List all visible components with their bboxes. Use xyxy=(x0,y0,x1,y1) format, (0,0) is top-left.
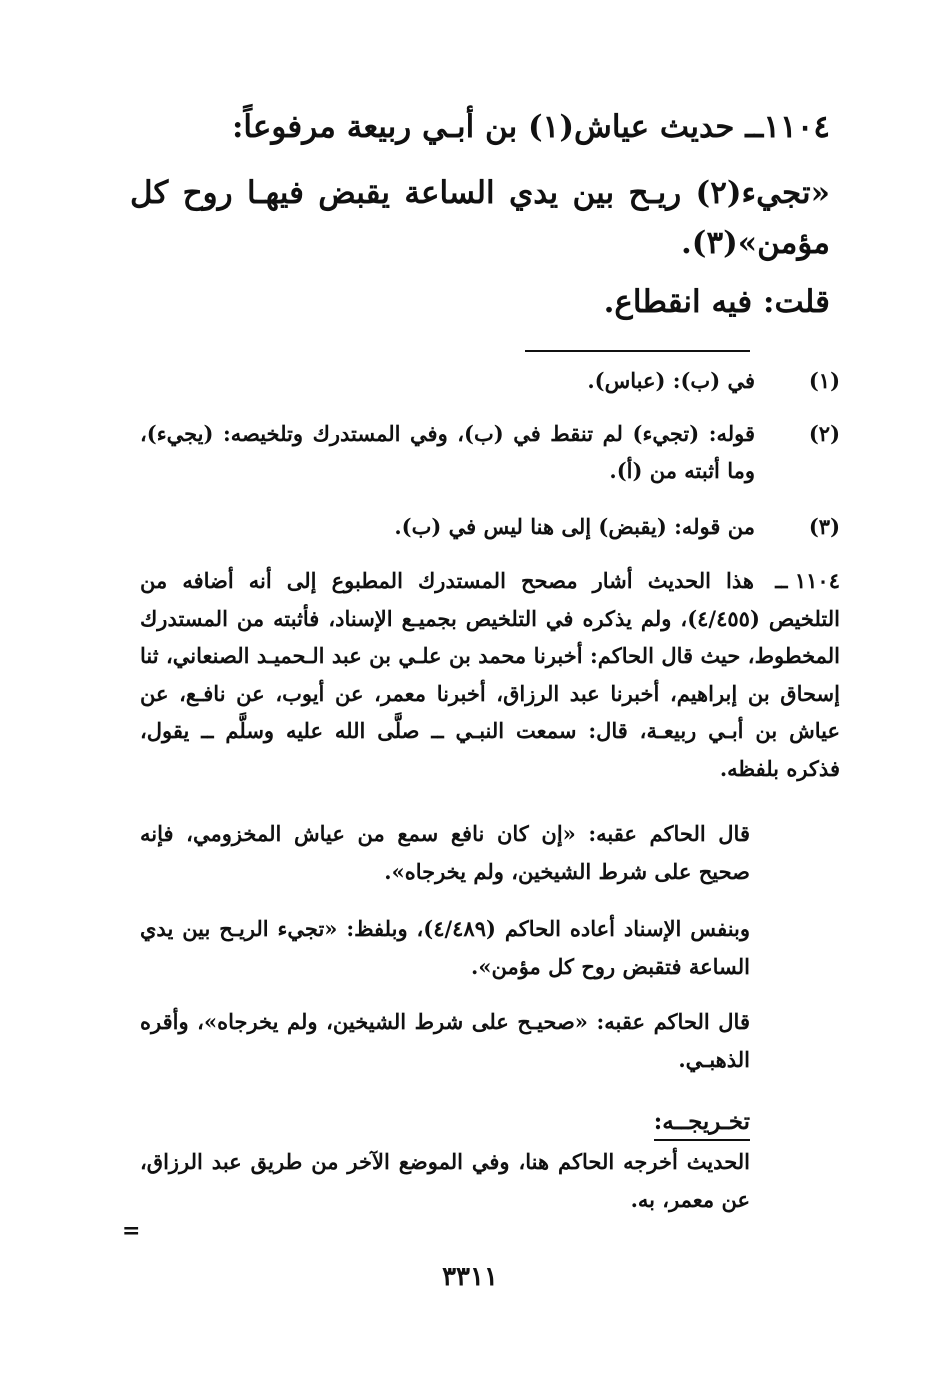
hadith-quote: «تجيء(٢) ريـح بين يدي الساعة يقبض فيهـا روح كل مؤمن»(٣). xyxy=(130,175,830,261)
commentary-paragraph: قال الحاكم عقبه: «إن كان نافع سمع من عياش المخزومي، فإنه صحيح على شرط الشيخين، ولم يخرجاه». xyxy=(140,821,750,884)
footnote-text: من قوله: (يقبض) إلى هنا ليس في (ب). xyxy=(394,514,755,539)
takhrij-text: الحديث أخرجه الحاكم هنا، وفي الموضع الآخر من طريق عبد الرزاق، عن معمر، به. xyxy=(140,1149,750,1212)
takhrij-heading: تخـريجــه: xyxy=(654,1105,750,1141)
footnote-3 xyxy=(140,508,840,545)
footnote-number: (١) xyxy=(808,368,840,393)
commentary-block xyxy=(140,562,840,787)
continuation-mark: = xyxy=(122,1218,141,1244)
commentary-number: ١١٠٤ ــ xyxy=(775,568,840,593)
footnote-text: في (ب): (عباس). xyxy=(587,368,755,393)
commentary-paragraph: وبنفس الإسناد أعاده الحاكم (٤/٤٨٩)، وبلفظ: «تجيء الريـح بين يدي الساعة فتقبض روح كل مؤمن». xyxy=(140,916,751,979)
commentary-paragraph: هذا الحديث أشار مصحح المستدرك المطبوع إلى أنه أضافه من التلخيص (٤/٤٥٥)، ولم يذكره في التلخيص بجميـع الإسناد، فأثبته من المستدرك المخطوط، حيث قال الحاكم: أخبرنا محمد بن علـي بن عبد الـحميـد الصنعاني، ثنا إسحاق بن إبراهيم، أخبرنا عبد الرزاق، أخبرنا معمر، عن أيوب، عن نافـع، عن عياش بن أبـي ربيعـة، قال: سمعت النبـي ــ صلَّى الله عليه وسلَّم ــ يقول، فذكره بلفظه. xyxy=(140,568,841,781)
footnote-text: قوله: (تجيء) لم تنقط في (ب)، وفي المستدرك وتلخيصه: (يجيء)، وما أثبته من (أ). xyxy=(140,421,755,483)
footnote-number: (٢) xyxy=(808,421,840,446)
footnote-separator xyxy=(525,350,750,352)
page-number: ٣٣١١ xyxy=(442,1262,498,1292)
footnote-2 xyxy=(140,415,840,489)
footnote-number: (٣) xyxy=(808,514,840,539)
hadith-note: قلت: فيه انقطاع. xyxy=(603,284,830,320)
footnote-1 xyxy=(140,362,840,399)
hadith-heading: ١١٠٤ــ حديث عياش(١) بن أبـي ربيعة مرفوعاً: xyxy=(231,109,830,145)
commentary-paragraph: قال الحاكم عقبه: «صحيـح على شرط الشيخين، ولم يخرجاه»، وأقره الذهبـي. xyxy=(140,1009,750,1072)
